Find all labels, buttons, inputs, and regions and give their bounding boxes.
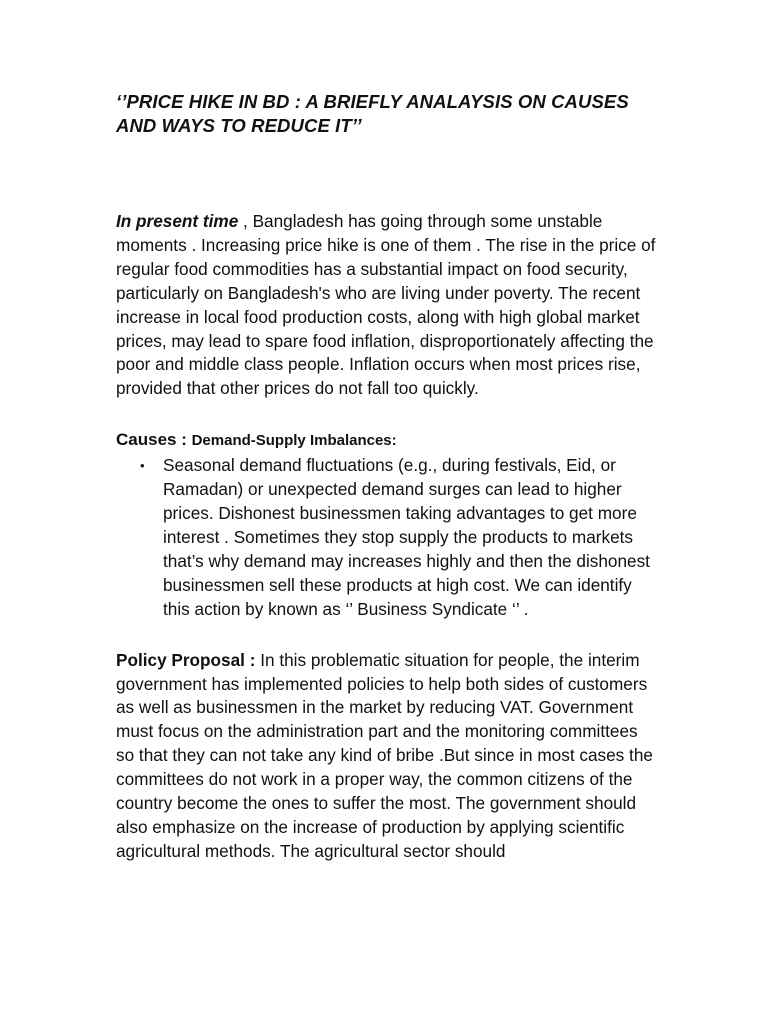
document-page	[116, 90, 656, 864]
policy-text: In this problematic situation for people, the interim government has implemented policies to help both sides of customers as well as businessmen in the market by reducing VAT. Government must focus on the administration part and the monitoring committees so that they can not take any kind of bribe .But since in most cases the committees do not work in a proper way, the common citizens of the country become the ones to suffer the most. The government should also emphasize on the increase of production by applying scientific agricultural methods. The agricultural sector should	[116, 649, 653, 861]
intro-paragraph	[116, 210, 656, 401]
causes-sub-label: Demand-Supply Imbalances:	[191, 432, 397, 450]
document-title: ‘’PRICE HIKE IN BD : A BRIEFLY ANALAYSIS ON CAUSES AND WAYS TO REDUCE IT’’	[116, 91, 629, 136]
bullet-text: Seasonal demand fluctuations (e.g., during festivals, Eid, or Ramadan) or unexpected demand surges can lead to higher prices. Dishonest businessmen taking advantages to get more interest . Sometimes they stop supply the products to markets that’s why demand may increases highly and then the dishonest businessmen sell these products at high cost. We can identify this action by known as ‘’ Business Syndicate ‘’ .	[163, 455, 650, 619]
list-item	[116, 454, 656, 621]
causes-bullet-list	[116, 454, 656, 621]
intro-lead: In present time	[116, 211, 239, 231]
causes-heading	[116, 428, 656, 452]
policy-label: Policy Proposal :	[116, 649, 261, 670]
causes-label: Causes :	[116, 430, 192, 450]
bullet-icon: •	[140, 458, 145, 474]
intro-text: , Bangladesh has going through some unstable moments . Increasing price hike is one of them . The rise in the price of regular food commodities has a substantial impact on food security, particularly on Bangladesh's who are living under poverty. The recent increase in local food production costs, along with high global market prices, may lead to spare food inflation, disproportionately affecting the poor and middle class people. Inflation occurs when most prices rise, provided that other prices do not fall too quickly.	[116, 211, 656, 399]
policy-paragraph	[116, 649, 656, 864]
